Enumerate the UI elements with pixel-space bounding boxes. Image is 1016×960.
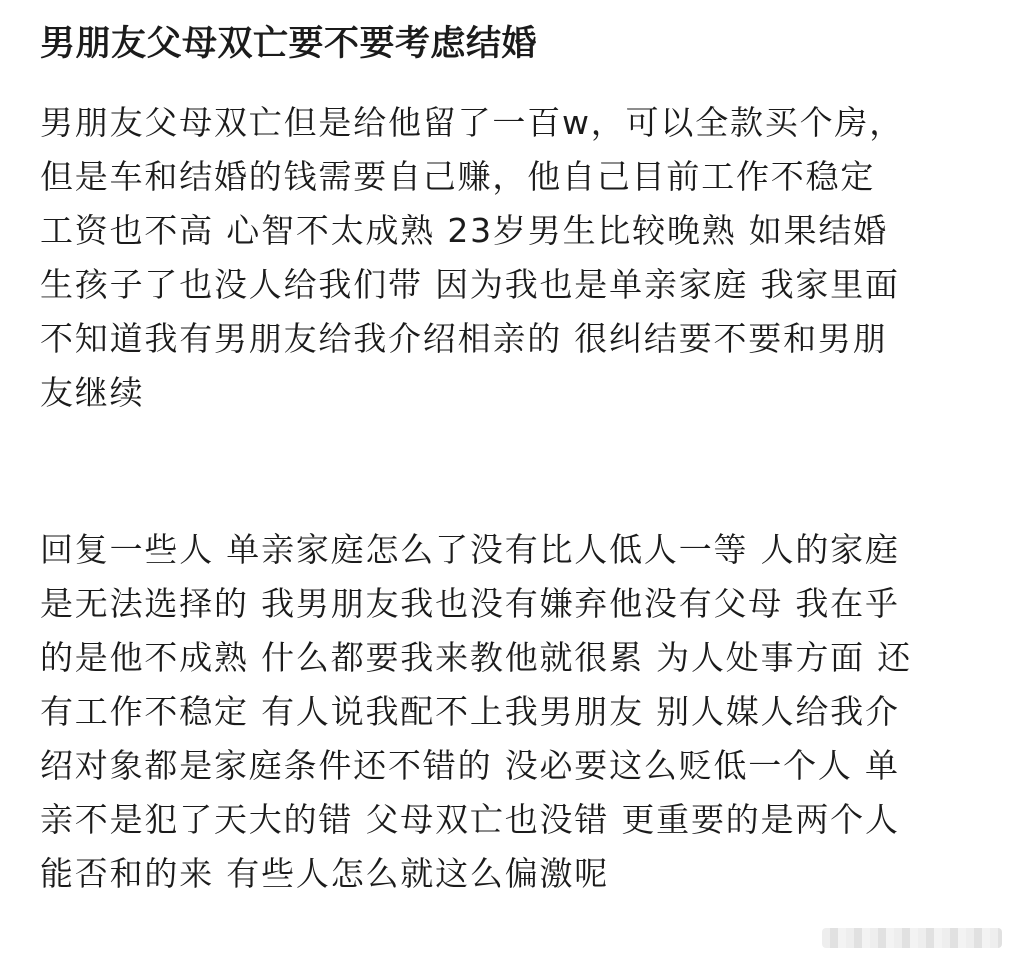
body-line: 的是他不成熟 什么都要我来教他就很累 为人处事方面 还	[40, 638, 913, 677]
body-line: 能否和的来 有些人怎么就这么偏激呢	[40, 854, 610, 893]
body-line: 友继续	[40, 373, 145, 412]
body-line: 有工作不稳定 有人说我配不上我男朋友 别人媒人给我介	[40, 692, 900, 731]
body-line: 不知道我有男朋友给我介绍相亲的 很纠结要不要和男朋	[40, 319, 888, 358]
body-line: 工资也不高 心智不太成熟 23岁男生比较晚熟 如果结婚	[40, 211, 889, 250]
blurred-watermark	[822, 928, 1002, 948]
body-line: 亲不是犯了天大的错 父母双亡也没错 更重要的是两个人	[40, 800, 900, 839]
post-body-paragraph-2	[40, 523, 980, 901]
body-line: 是无法选择的 我男朋友我也没有嫌弃他没有父母 我在乎	[40, 584, 900, 623]
post-title: 男朋友父母双亡要不要考虑结婚	[40, 24, 538, 64]
body-line: 生孩子了也没人给我们带 因为我也是单亲家庭 我家里面	[40, 265, 900, 304]
post-body-paragraph-1	[40, 96, 980, 420]
body-line: 回复一些人 单亲家庭怎么了没有比人低人一等 人的家庭	[40, 530, 900, 569]
body-line: 绍对象都是家庭条件还不错的 没必要这么贬低一个人 单	[40, 746, 900, 785]
body-line: 但是车和结婚的钱需要自己赚，他自己目前工作不稳定	[40, 157, 876, 196]
body-line: 男朋友父母双亡但是给他留了一百w，可以全款买个房，	[40, 103, 904, 142]
